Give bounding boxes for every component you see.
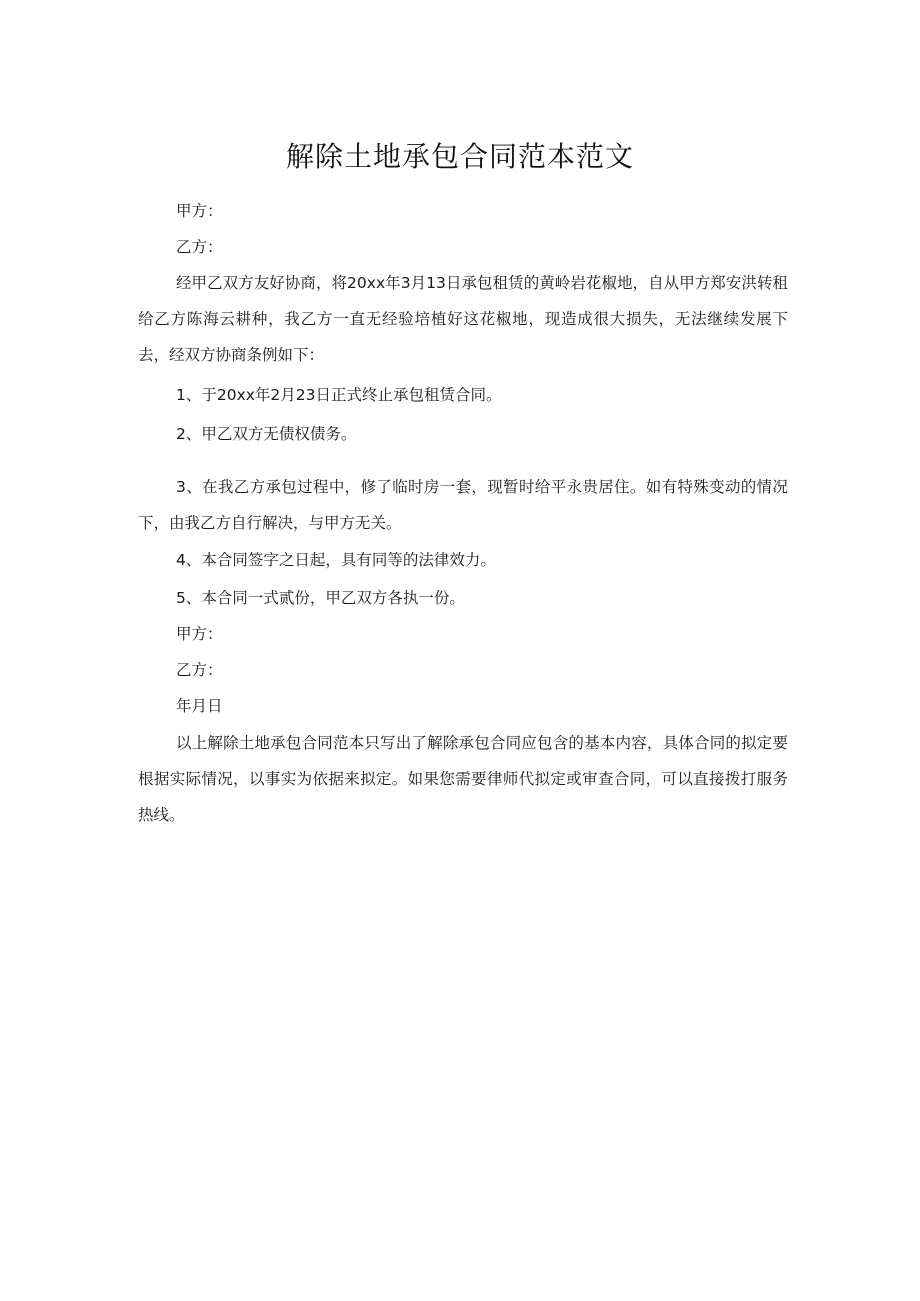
intro-paragraph: 经甲乙双方友好协商，将20xx年3月13日承包租赁的黄岭岩花椒地，自从甲方郑安洪转租给乙方陈海云耕种，我乙方一直无经验培植好这花椒地，现造成很大损失，无法继续发展下去，经双方协商条例如下： [138,274,788,364]
party-b-label: 乙方： [176,238,223,256]
sign-party-b: 乙方： [176,661,223,679]
sign-party-a: 甲方： [176,625,223,643]
term-3: 3、在我乙方承包过程中，修了临时房一套，现暂时给平永贵居住。如有特殊变动的情况下，由我乙方自行解决，与甲方无关。 [138,478,788,532]
term-2: 2、甲乙双方无债权债务。 [176,425,357,443]
term-1: 1、于20xx年2月23日正式终止承包租赁合同。 [176,386,502,404]
party-a-label: 甲方： [176,202,223,220]
date-label: 年月日 [176,697,223,715]
document-title: 解除土地承包合同范本范文 [285,140,634,173]
term-4: 4、本合同签字之日起，具有同等的法律效力。 [176,551,496,569]
closing-note: 以上解除土地承包合同范本只写出了解除承包合同应包含的基本内容，具体合同的拟定要根据实际情况，以事实为依据来拟定。如果您需要律师代拟定或审查合同，可以直接拨打服务热线。 [138,734,788,824]
term-5: 5、本合同一式贰份，甲乙双方各执一份。 [176,589,465,607]
